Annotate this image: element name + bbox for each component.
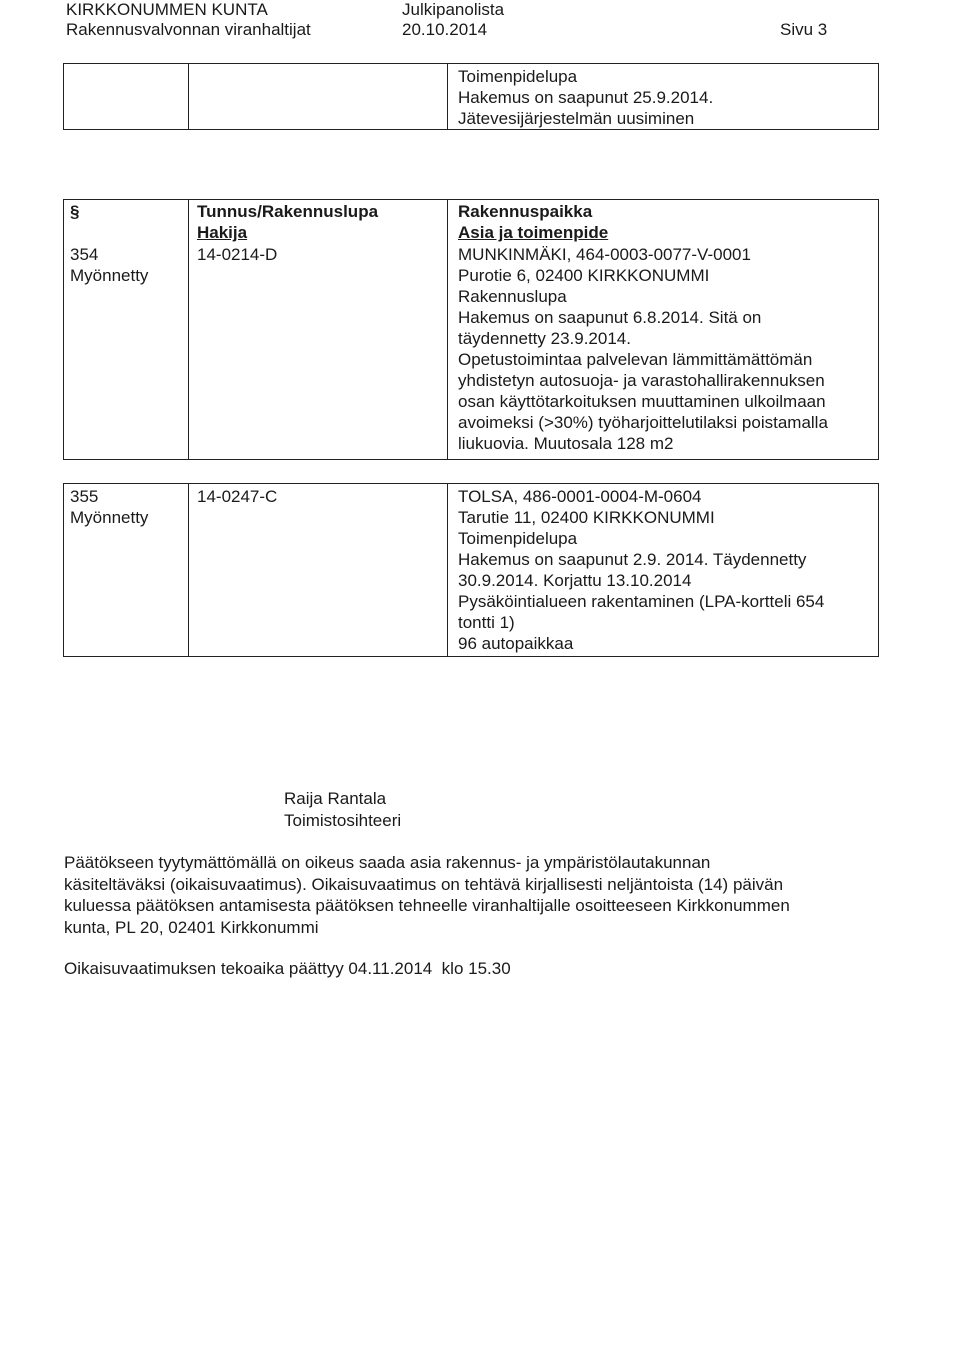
signer-title: Toimistosihteeri [284, 811, 402, 830]
description-line: Toimenpidelupa [458, 529, 578, 548]
permit-id: 14-0247-C [197, 487, 278, 506]
header-permit-cell [197, 201, 378, 243]
continuation-line: Hakemus on saapunut 25.9.2014. [458, 88, 714, 107]
row-354-number-cell [70, 244, 148, 286]
description-line: osan käyttötarkoituksen muuttaminen ulkoilmaan [458, 392, 826, 411]
continuation-line: Jätevesijärjestelmän uusiminen [458, 109, 695, 128]
column-divider [188, 63, 189, 130]
document-date: 20.10.2014 [402, 20, 488, 39]
appeal-line: kuluessa päätöksen antamisesta päätöksen tehneelle viranhaltijalle osoitteeseen Kirkkonummen [64, 896, 790, 915]
header-permit-id: Tunnus/Rakennuslupa [197, 202, 379, 221]
description-line: MUNKINMÄKI, 464-0003-0077-V-0001 [458, 245, 751, 264]
department-name: Rakennusvalvonnan viranhaltijat [66, 20, 311, 39]
row-355-description-cell [458, 486, 824, 654]
description-line: 30.9.2014. Korjattu 13.10.2014 [458, 571, 692, 590]
row-354-description-cell [458, 244, 828, 454]
description-line: 96 autopaikkaa [458, 634, 574, 653]
header-location-cell [458, 201, 608, 243]
description-line: täydennetty 23.9.2014. [458, 329, 631, 348]
description-line: Rakennuslupa [458, 287, 567, 306]
row-354-permit-cell [197, 244, 277, 265]
page-number: Sivu 3 [780, 20, 828, 39]
continuation-description [458, 66, 713, 129]
description-line: Hakemus on saapunut 6.8.2014. Sitä on [458, 308, 762, 327]
row-355-number-cell [70, 486, 148, 528]
header-matter: Asia ja toimenpide [458, 223, 609, 242]
description-line: avoimeksi (>30%) työharjoittelutilaksi poistamalla [458, 413, 828, 432]
signer-name: Raija Rantala [284, 789, 387, 808]
description-line: Opetustoimintaa palvelevan lämmittämättömän [458, 350, 813, 369]
description-line: Hakemus on saapunut 2.9. 2014. Täydennetty [458, 550, 807, 569]
permit-id: 14-0214-D [197, 245, 278, 264]
document-type: Julkipanolista [402, 0, 505, 19]
description-line: tontti 1) [458, 613, 515, 632]
appeal-line: kunta, PL 20, 02401 Kirkkonummi [64, 917, 319, 937]
appeal-line: käsiteltäväksi (oikaisuvaatimus). Oikaisuvaatimus on tehtävä kirjallisesti neljäntoista (14) päivän [64, 874, 784, 894]
appeal-instructions [64, 852, 790, 938]
row-number: 354 [70, 245, 99, 264]
section-symbol: § [70, 202, 80, 221]
organization-name: KIRKKONUMMEN KUNTA [66, 0, 268, 19]
column-divider [447, 199, 448, 460]
row-355-permit-cell [197, 486, 277, 507]
column-divider [188, 199, 189, 460]
description-line: TOLSA, 486-0001-0004-M-0604 [458, 487, 702, 506]
row-status: Myönnetty [70, 508, 149, 527]
row-number: 355 [70, 487, 99, 506]
continuation-line: Toimenpidelupa [458, 67, 578, 86]
description-line: Tarutie 11, 02400 KIRKKONUMMI [458, 508, 715, 527]
column-divider [188, 483, 189, 657]
description-line: Pysäköintialueen rakentaminen (LPA-kortteli 654 [458, 592, 825, 611]
signature-block [284, 788, 401, 832]
column-divider [447, 63, 448, 130]
column-divider [447, 483, 448, 657]
header-building-site: Rakennuspaikka [458, 202, 593, 221]
header-section-cell [70, 201, 79, 222]
description-line: liukuovia. Muutosala 128 m2 [458, 434, 674, 453]
header-applicant: Hakija [197, 223, 248, 242]
description-line: Purotie 6, 02400 KIRKKONUMMI [458, 266, 710, 285]
appeal-line: Päätökseen tyytymättömällä on oikeus saada asia rakennus- ja ympäristölautakunnan [64, 853, 711, 872]
appeal-deadline: Oikaisuvaatimuksen tekoaika päättyy 04.11.2014 klo 15.30 [64, 959, 511, 978]
description-line: yhdistetyn autosuoja- ja varastohallirakennuksen [458, 371, 825, 390]
row-status: Myönnetty [70, 266, 149, 285]
